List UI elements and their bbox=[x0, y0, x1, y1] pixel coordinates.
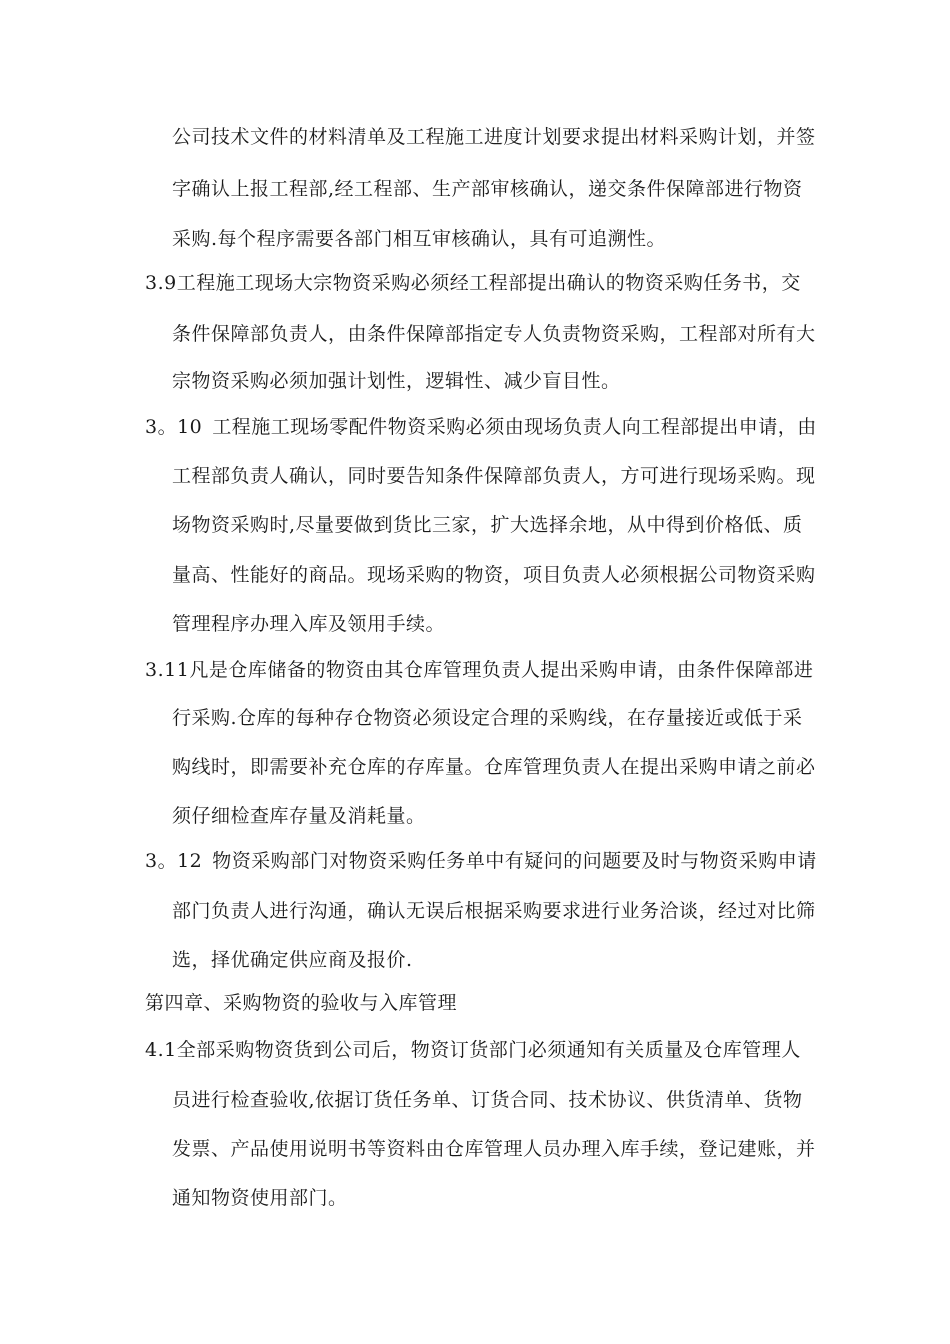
clause-text: 物资采购部门对物资采购任务单中有疑问的问题要及时与物资采购申请 bbox=[212, 850, 817, 872]
clause-3-9-first-line bbox=[145, 271, 801, 295]
paragraph-line: 部门负责人进行沟通，确认无误后根据采购要求进行业务洽谈，经过对比筛 bbox=[172, 900, 816, 922]
clause-text: 工程施工现场大宗物资采购必须经工程部提出确认的物资采购任务书，交 bbox=[176, 272, 801, 294]
paragraph-line: 管理程序办理入库及领用手续。 bbox=[172, 613, 446, 635]
paragraph-line: 采购.每个程序需要各部门相互审核确认，具有可追溯性。 bbox=[172, 228, 667, 250]
paragraph-line: 购线时，即需要补充仓库的存库量。仓库管理负责人在提出采购申请之前必 bbox=[172, 756, 816, 778]
chapter-heading: 第四章、采购物资的验收与入库管理 bbox=[145, 992, 458, 1014]
paragraph-line: 场物资采购时,尽量要做到货比三家，扩大选择余地，从中得到价格低、质 bbox=[172, 514, 803, 536]
paragraph-line: 行采购.仓库的每种存仓物资必须设定合理的采购线，在存量接近或低于采 bbox=[172, 707, 803, 729]
clause-3-12-first-line bbox=[145, 849, 817, 873]
clause-number: 3。12 bbox=[145, 850, 203, 872]
clause-text: 全部采购物资货到公司后，物资订货部门必须通知有关质量及仓库管理人 bbox=[176, 1039, 801, 1061]
paragraph-line: 通知物资使用部门。 bbox=[172, 1187, 348, 1209]
clause-3-11-first-line bbox=[145, 658, 813, 682]
paragraph-line: 选，择优确定供应商及报价. bbox=[172, 949, 413, 971]
clause-number: 4.1 bbox=[145, 1039, 177, 1061]
clause-number: 3.9 bbox=[145, 272, 177, 294]
paragraph-line: 字确认上报工程部,经工程部、生产部审核确认，递交条件保障部进行物资 bbox=[172, 178, 803, 200]
paragraph-line: 工程部负责人确认，同时要告知条件保障部负责人，方可进行现场采购。现 bbox=[172, 465, 816, 487]
paragraph-line: 条件保障部负责人，由条件保障部指定专人负责物资采购，工程部对所有大 bbox=[172, 323, 816, 345]
clause-4-1-first-line bbox=[145, 1038, 801, 1062]
paragraph-line: 发票、产品使用说明书等资料由仓库管理人员办理入库手续，登记建账，并 bbox=[172, 1138, 816, 1160]
clause-text: 凡是仓库储备的物资由其仓库管理负责人提出采购申请，由条件保障部进 bbox=[189, 659, 814, 681]
paragraph-line: 须仔细检查库存量及消耗量。 bbox=[172, 805, 426, 827]
paragraph-line: 公司技术文件的材料清单及工程施工进度计划要求提出材料采购计划，并签 bbox=[172, 126, 816, 148]
paragraph-line: 量高、性能好的商品。现场采购的物资，项目负责人必须根据公司物资采购 bbox=[172, 564, 816, 586]
clause-number: 3.11 bbox=[145, 659, 190, 681]
clause-number: 3。10 bbox=[145, 416, 203, 438]
paragraph-line: 宗物资采购必须加强计划性，逻辑性、减少盲目性。 bbox=[172, 370, 621, 392]
paragraph-line: 员进行检查验收,依据订货任务单、订货合同、技术协议、供货清单、货物 bbox=[172, 1089, 803, 1111]
clause-text: 工程施工现场零配件物资采购必须由现场负责人向工程部提出申请，由 bbox=[212, 416, 817, 438]
clause-3-10-first-line bbox=[145, 415, 817, 439]
